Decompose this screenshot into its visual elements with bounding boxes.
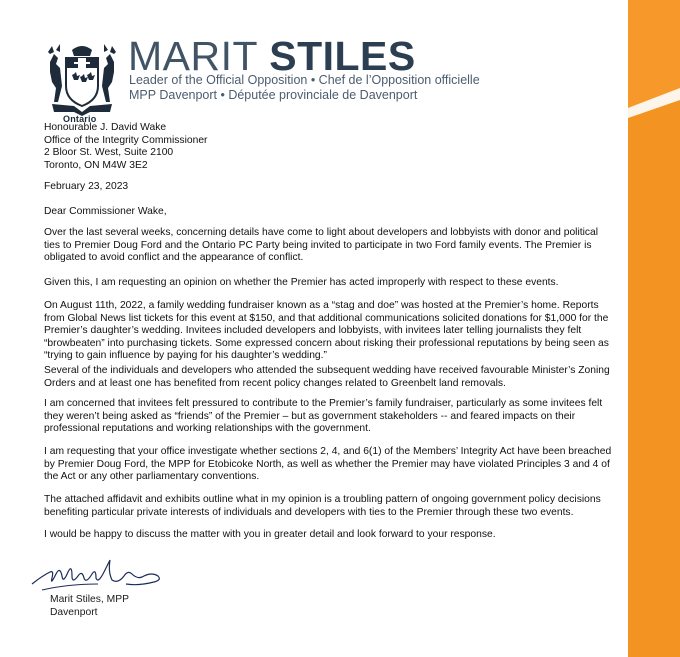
signoff-name: Marit Stiles, MPP [50,594,129,605]
paragraph: Given this, I am requesting an opinion on whether the Premier has acted improperly with respect to these events. [44,277,559,288]
letterhead-riding-line: MPP Davenport • Députée provinciale de Davenport [129,88,418,102]
recipient-line: Toronto, ON M4W 3E2 [44,159,148,171]
handwritten-signature [28,554,168,598]
recipient-address [44,122,614,172]
letterhead-first-name: MARIT [128,33,258,79]
recipient-line: Honourable J. David Wake [44,122,167,133]
letterhead-name [128,34,416,78]
paragraph: Several of the individuals and developers who attended the subsequent wedding have received favourable Minister’s Zoning Orders and at least one has benefited from recent policy changes related to Greenbelt land removals. [44,365,610,389]
letterhead-last-name: STILES [269,33,416,79]
signoff-block [50,594,129,619]
signoff-riding: Davenport [50,606,98,618]
recipient-line: 2 Bloor St. West, Suite 2100 [44,147,174,159]
orange-side-band [628,0,680,657]
salutation: Dear Commissioner Wake, [44,206,167,217]
paragraph: On August 11th, 2022, a family wedding fundraiser known as a “stag and doe” was hosted at the Premier’s home. Reports from Global News list tickets for this event at $150, and that additional communications solicited donations for $1,000 for the Premier’s daughter’s wedding. Invitees included developers and lobbyists, with invitees later telling journalists they felt “browbeaten” into purchasing tickets. Some expressed concern about risking their professional reputations by being seen as “trying to gain influence by paying for his daughter’s wedding.” [44,300,609,362]
paragraph: I would be happy to discuss the matter with you in greater detail and look forward to your response. [44,529,496,540]
letter-date: February 23, 2023 [44,181,129,192]
paragraph: I am requesting that your office investigate whether sections 2, 4, and 6(1) of the Members’ Integrity Act have been breached by Premier Doug Ford, the MPP for Etobicoke North, as well as whether the Premier may have violated Principles 3 and 4 of the Act or any other parliamentary conventions. [44,446,612,483]
recipient-line: Office of the Integrity Commissioner [44,134,208,146]
band-cut-shape [628,0,680,657]
paragraph: The attached affidavit and exhibits outline what in my opinion is a troubling pattern of ongoing government policy decisions benefiting particular private interests of individuals and developers with ties to the Premier through these two events. [44,494,601,518]
paragraph: I am concerned that invitees felt pressured to contribute to the Premier’s family fundraiser, particularly as some invitees felt they weren’t being asked as “friends” of the Premier – but as government stakeholders -- and feared impacts on their professional reputations and working relationships with the government. [44,398,603,435]
ontario-coat-of-arms-icon [44,42,120,116]
paragraph: Over the last several weeks, concerning details have come to light about developers and lobbyists with donor and political ties to Premier Doug Ford and the Ontario PC Party being invited to participate in two Ford family events. The Premier is obligated to avoid conflict and the appearance of conflict. [44,227,599,264]
crest-caption: Ontario [63,114,97,124]
letterhead-title-line: Leader of the Official Opposition • Chef de l’Opposition officielle [129,73,480,87]
